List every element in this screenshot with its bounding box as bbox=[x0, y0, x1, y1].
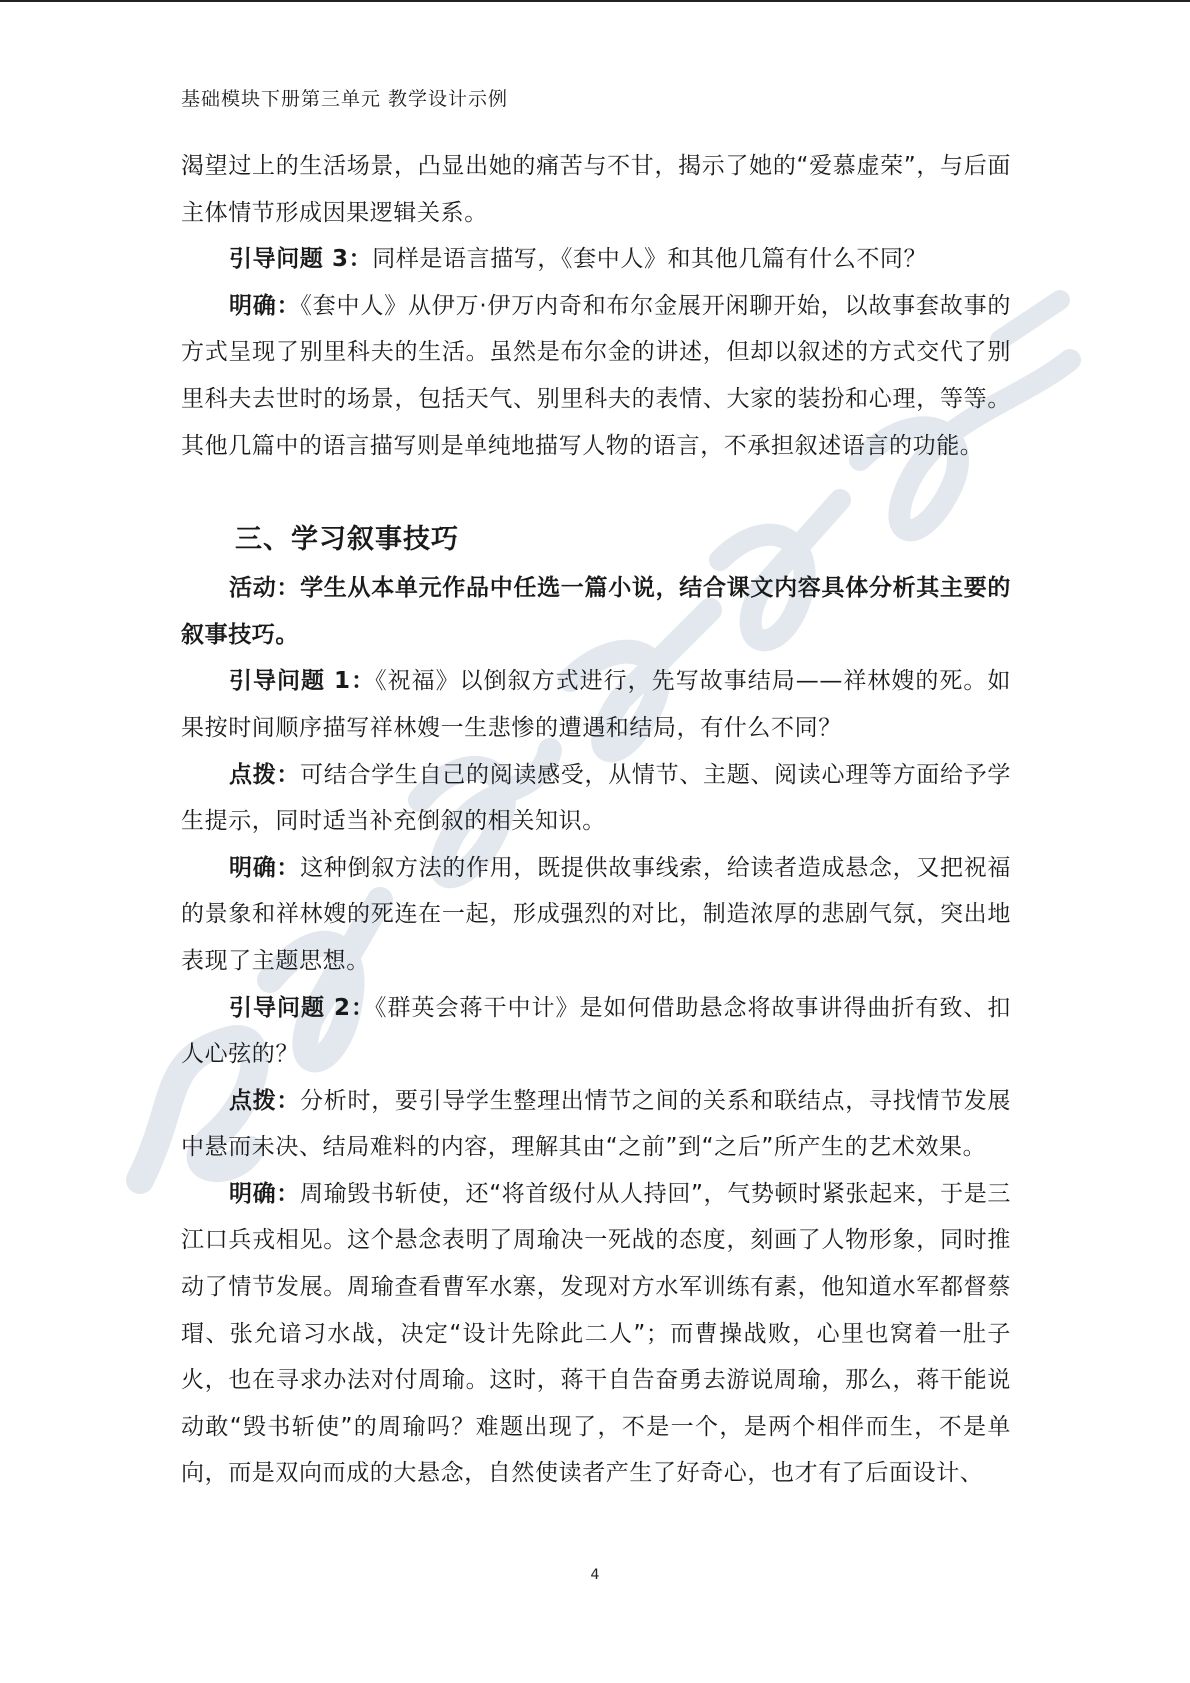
guiding-question-1 bbox=[181, 658, 1011, 751]
running-header: 基础模块下册第三单元 教学设计示例 bbox=[181, 88, 509, 110]
answer-2-text: 周瑜毁书斩使，还“将首级付从人持回”，气势顿时紧张起来，于是三江口兵戎相见。这个悬念表明了周瑜决一死战的态度，刻画了人物形象，同时推动了情节发展。周瑜查看曹军水寨，发现对方水军训练有素，他知道水军都督蔡瑁、张允谙习水战，决定“设计先除此二人”；而曹操战败，心里也窝着一肚子火，也在寻求办法对付周瑜。这时，蒋干自告奋勇去游说周瑜，那么，蒋干能说动敢“毁书斩使”的周瑜吗？难题出现了，不是一个，是两个相伴而生，不是单向，而是双向而成的大悬念，自然使读者产生了好奇心，也才有了后面设计、 bbox=[181, 1180, 1011, 1487]
continued-paragraph: 渴望过上的生活场景，凸显出她的痛苦与不甘，揭示了她的“爱慕虚荣”，与后面主体情节形成因果逻辑关系。 bbox=[181, 153, 1011, 226]
answer-3 bbox=[181, 283, 1011, 469]
answer-2 bbox=[181, 1171, 1011, 1497]
top-border-rule bbox=[0, 0, 1190, 2]
guiding-question-1-label: 引导问题 1： bbox=[229, 668, 376, 695]
hint-2-text: 分析时，要引导学生整理出情节之间的关系和联结点，寻找情节发展中悬而未决、结局难料的内容，理解其由“之前”到“之后”所产生的艺术效果。 bbox=[181, 1087, 1011, 1161]
guiding-question-1-text: 《祝福》以倒叙方式进行，先写故事结局——祥林嫂的死。如果按时间顺序描写祥林嫂一生悲惨的遭遇和结局，有什么不同？ bbox=[181, 668, 1011, 741]
guiding-question-3 bbox=[181, 236, 1011, 283]
guiding-question-3-label: 引导问题 3： bbox=[229, 246, 373, 273]
guiding-question-2 bbox=[181, 985, 1011, 1078]
section-heading: 三、学习叙事技巧 bbox=[235, 524, 459, 556]
guiding-question-2-text: 《群英会蒋干中计》是如何借助悬念将故事讲得曲折有致、扣人心弦的？ bbox=[181, 994, 1012, 1068]
answer-3-label: 明确： bbox=[229, 292, 301, 319]
answer-1-label: 明确： bbox=[229, 854, 301, 881]
activity-paragraph: 活动：学生从本单元作品中任选一篇小说，结合课文内容具体分析其主要的叙事技巧。 bbox=[181, 575, 1011, 648]
hint-1-label: 点拨： bbox=[229, 761, 301, 788]
guiding-question-3-text: 同样是语言描写，《套中人》和其他几篇有什么不同？ bbox=[372, 246, 928, 273]
hint-1 bbox=[181, 752, 1011, 845]
page-body bbox=[181, 143, 1011, 1497]
answer-1 bbox=[181, 845, 1011, 985]
hint-2-label: 点拨： bbox=[229, 1087, 301, 1114]
hint-2 bbox=[181, 1078, 1011, 1171]
guiding-question-2-label: 引导问题 2： bbox=[229, 994, 375, 1021]
answer-1-text: 这种倒叙方法的作用，既提供故事线索，给读者造成悬念，又把祝福的景象和祥林嫂的死连在一起，形成强烈的对比，制造浓厚的悲剧气氛，突出地表现了主题思想。 bbox=[181, 854, 1011, 974]
section-spacer bbox=[181, 469, 1011, 515]
hint-1-text: 可结合学生自己的阅读感受，从情节、主题、阅读心理等方面给予学生提示，同时适当补充倒叙的相关知识。 bbox=[181, 761, 1011, 835]
answer-2-label: 明确： bbox=[229, 1180, 300, 1207]
answer-3-text: 《套中人》从伊万·伊万内奇和布尔金展开闲聊开始，以故事套故事的方式呈现了别里科夫的生活。虽然是布尔金的讲述，但却以叙述的方式交代了别里科夫去世时的场景，包括天气、别里科夫的表情、大家的装扮和心理，等等。其他几篇中的语言描写则是单纯地描写人物的语言，不承担叙述语言的功能。 bbox=[181, 292, 1011, 459]
page-number: 4 bbox=[590, 1567, 600, 1583]
